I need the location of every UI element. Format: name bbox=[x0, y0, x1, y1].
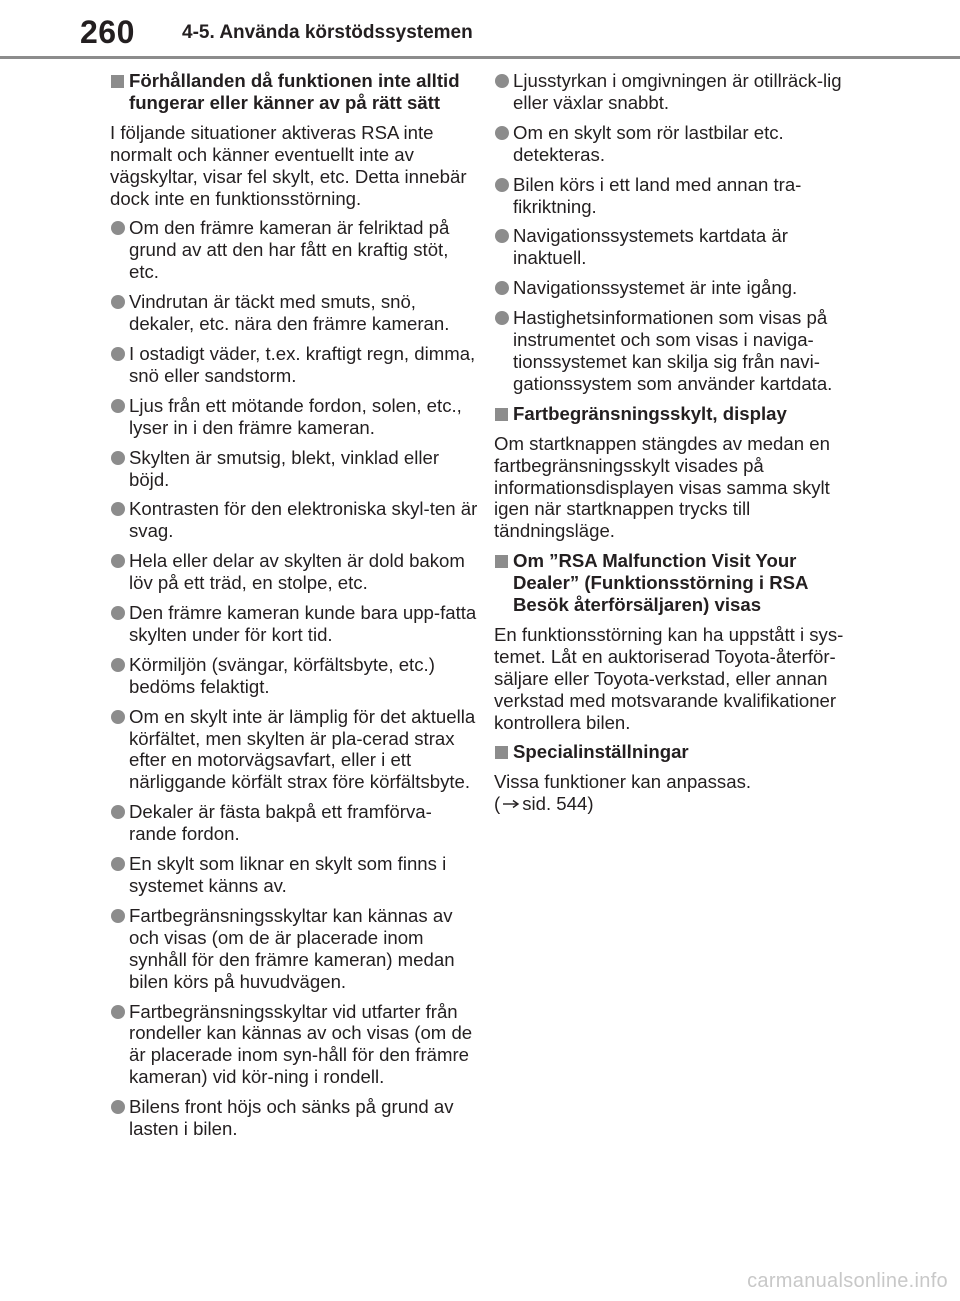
circle-bullet-icon bbox=[111, 502, 125, 516]
list-item: Fartbegränsningsskyltar kan kännas av och visas (om de är placerade inom synhåll för den främre kameran) medan bilen körs på huvudvägen. bbox=[110, 905, 478, 993]
circle-bullet-icon bbox=[111, 221, 125, 235]
circle-bullet-icon bbox=[111, 1100, 125, 1114]
circle-bullet-icon bbox=[111, 658, 125, 672]
square-bullet-icon bbox=[495, 746, 508, 759]
list-item: Hastighetsinformationen som visas på instrumentet och som visas i naviga-tionssystemet kan skilja sig från navi-gationssystem som använder kartdata. bbox=[494, 307, 854, 395]
list-item: Fartbegränsningsskyltar vid utfarter från rondeller kan kännas av och visas (om de är placerade inom syn-håll för den främre kameran) vid kör-ning i rondell. bbox=[110, 1001, 478, 1089]
heading-text: Förhållanden då funktionen inte alltid fungerar eller känner av på rätt sätt bbox=[129, 70, 460, 113]
heading-text: Specialinställningar bbox=[513, 741, 689, 763]
circle-bullet-icon bbox=[495, 229, 509, 243]
list-item: I ostadigt väder, t.ex. kraftigt regn, dimma, snö eller sandstorm. bbox=[110, 343, 478, 387]
settings-text: Vissa funktioner kan anpassas. bbox=[494, 771, 752, 793]
heading-text: Om ”RSA Malfunction Visit Your Dealer” (Funktionsstörning i RSA Besök återförsäljaren) visas bbox=[513, 550, 808, 616]
right-column bbox=[494, 70, 854, 823]
list-item: Om en skylt som rör lastbilar etc. detekteras. bbox=[494, 122, 854, 166]
heading-speed-sign-display bbox=[494, 403, 854, 425]
list-item: Om en skylt inte är lämplig för det aktuella körfältet, men skylten är pla-cerad strax efter en motorvägsavfart, eller i ett närliggande körfält strax före körfältsbyte. bbox=[110, 706, 478, 794]
list-item: Bilen körs i ett land med annan tra-fikriktning. bbox=[494, 174, 854, 218]
list-item: Navigationssystemets kartdata är inaktuell. bbox=[494, 225, 854, 269]
circle-bullet-icon bbox=[111, 606, 125, 620]
list-item: Den främre kameran kunde bara upp-fatta skylten under för kort tid. bbox=[110, 602, 478, 646]
list-item: Ljus från ett mötande fordon, solen, etc., lyser in i den främre kameran. bbox=[110, 395, 478, 439]
square-bullet-icon bbox=[495, 555, 508, 568]
list-item: En skylt som liknar en skylt som finns i systemet känns av. bbox=[110, 853, 478, 897]
circle-bullet-icon bbox=[495, 74, 509, 88]
list-item: Bilens front höjs och sänks på grund av lasten i bilen. bbox=[110, 1096, 478, 1140]
list-item: Om den främre kameran är felriktad på grund av att den har fått en kraftig stöt, etc. bbox=[110, 217, 478, 283]
circle-bullet-icon bbox=[495, 178, 509, 192]
watermark: carmanualsonline.info bbox=[747, 1270, 948, 1292]
circle-bullet-icon bbox=[111, 451, 125, 465]
ref-open-paren: ( bbox=[494, 793, 501, 815]
section-title: 4-5. Använda körstödssystemen bbox=[182, 22, 473, 43]
list-item: Ljusstyrkan i omgivningen är otillräck-lig eller växlar snabbt. bbox=[494, 70, 854, 114]
circle-bullet-icon bbox=[111, 710, 125, 724]
page-header bbox=[0, 0, 960, 66]
circle-bullet-icon bbox=[111, 295, 125, 309]
circle-bullet-icon bbox=[111, 1005, 125, 1019]
list-item: Vindrutan är täckt med smuts, snö, dekaler, etc. nära den främre kameran. bbox=[110, 291, 478, 335]
list-item: Hela eller delar av skylten är dold bakom löv på ett träd, en stolpe, etc. bbox=[110, 550, 478, 594]
heading-conditions bbox=[110, 70, 478, 114]
ref-page-text: sid. 544) bbox=[522, 793, 594, 815]
circle-bullet-icon bbox=[111, 805, 125, 819]
arrow-right-icon bbox=[502, 799, 520, 809]
square-bullet-icon bbox=[111, 75, 124, 88]
list-item: Skylten är smutsig, blekt, vinklad eller böjd. bbox=[110, 447, 478, 491]
circle-bullet-icon bbox=[111, 399, 125, 413]
special-settings-paragraph bbox=[494, 771, 854, 815]
circle-bullet-icon bbox=[495, 311, 509, 325]
intro-paragraph: I följande situationer aktiveras RSA inte normalt och känner eventuellt inte av vägskyltar, visar fel skylt, etc. Detta innebär dock inte en funktionsstörning. bbox=[110, 121, 467, 209]
heading-special-settings bbox=[494, 741, 854, 763]
speed-sign-paragraph: Om startknappen stängdes av medan en fartbegränsningsskylt visades på informationsdisplayen visas samma skylt igen när startknappen trycks till tändningsläge. bbox=[494, 432, 830, 542]
heading-text: Fartbegränsningsskylt, display bbox=[513, 402, 787, 424]
list-item: Körmiljön (svängar, körfältsbyte, etc.) bedöms felaktigt. bbox=[110, 654, 478, 698]
page-number: 260 bbox=[80, 14, 135, 50]
heading-rsa-malfunction bbox=[494, 550, 854, 616]
circle-bullet-icon bbox=[111, 857, 125, 871]
list-item: Kontrasten för den elektroniska skyl-ten är svag. bbox=[110, 498, 478, 542]
malfunction-paragraph: En funktionsstörning kan ha uppstått i sys-temet. Låt en auktoriserad Toyota-återför-säljare eller Toyota-verkstad, eller annan verkstad med motsvarande kvalifikationer kontrollera bilen. bbox=[494, 623, 844, 733]
circle-bullet-icon bbox=[111, 554, 125, 568]
list-item: Dekaler är fästa bakpå ett framförva-rande fordon. bbox=[110, 801, 478, 845]
circle-bullet-icon bbox=[495, 281, 509, 295]
circle-bullet-icon bbox=[111, 909, 125, 923]
circle-bullet-icon bbox=[111, 347, 125, 361]
list-item: Navigationssystemet är inte igång. bbox=[494, 277, 854, 299]
header-divider bbox=[0, 56, 960, 59]
square-bullet-icon bbox=[495, 408, 508, 421]
left-column bbox=[110, 70, 478, 1148]
page-reference-link[interactable] bbox=[494, 793, 594, 815]
circle-bullet-icon bbox=[495, 126, 509, 140]
